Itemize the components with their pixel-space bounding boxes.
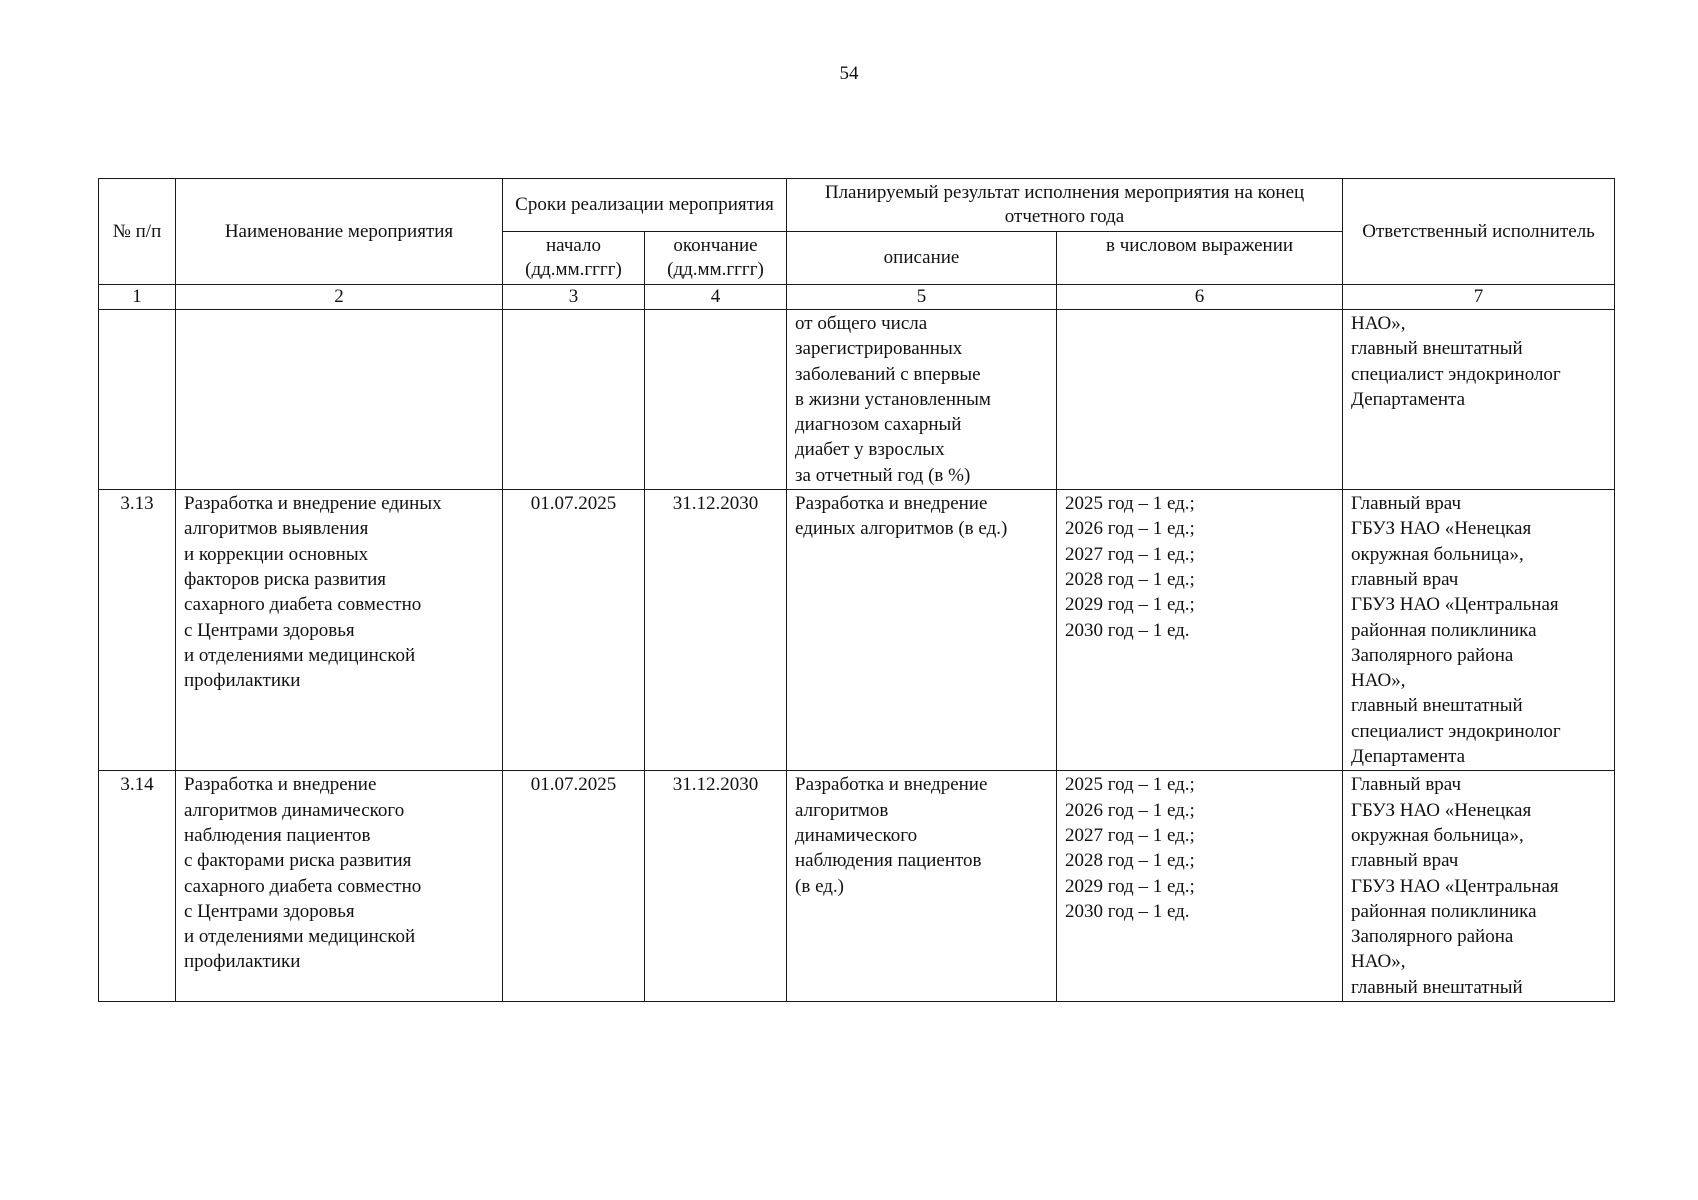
cell-num	[99, 310, 176, 490]
cell-responsible-line: специалист эндокринолог	[1351, 720, 1561, 742]
table-body	[99, 285, 1615, 1002]
cell-responsible-line: Главный врач	[1351, 774, 1462, 796]
cell-numeric-line: 2029 год – 1 ед.;	[1065, 875, 1195, 897]
cell-responsible-line: окружная больница»,	[1351, 543, 1524, 565]
header-start: начало (дд.мм.гггг)	[503, 232, 645, 285]
cell-end-date	[645, 310, 787, 490]
cell-numeric-line: 2027 год – 1 ед.;	[1065, 824, 1195, 846]
cell-name-line: с Центрами здоровья	[184, 900, 355, 922]
activities-table	[98, 178, 1615, 1002]
cell-responsible-line: Заполярного района	[1351, 926, 1514, 948]
column-number: 1	[99, 285, 176, 310]
cell-responsible-line: ГБУЗ НАО «Ненецкая	[1351, 518, 1532, 540]
cell-name-line: и коррекции основных	[184, 543, 369, 565]
cell-numeric-line: 2026 год – 1 ед.;	[1065, 799, 1195, 821]
cell-numeric	[1057, 490, 1343, 771]
cell-responsible-line: главный врач	[1351, 568, 1459, 590]
page-number: 54	[839, 63, 859, 84]
cell-name-line: и отделениями медицинской	[184, 926, 416, 948]
header-description: описание	[787, 232, 1057, 285]
cell-name	[176, 310, 503, 490]
cell-name	[176, 771, 503, 1002]
cell-description-line: заболеваний с впервые	[795, 363, 981, 385]
cell-numeric	[1057, 310, 1343, 490]
cell-description-line: диагнозом сахарный	[795, 414, 962, 436]
cell-description-line: за отчетный год (в %)	[795, 464, 971, 486]
column-number: 6	[1057, 285, 1343, 310]
cell-start-date	[503, 310, 645, 490]
cell-responsible	[1343, 771, 1615, 1002]
header-terms: Сроки реализации мероприятия	[503, 179, 787, 232]
cell-name-line: профилактики	[184, 670, 301, 692]
cell-end-date: 31.12.2030	[645, 771, 787, 1002]
column-number: 4	[645, 285, 787, 310]
cell-numeric-line: 2027 год – 1 ед.;	[1065, 543, 1195, 565]
cell-numeric-line: 2030 год – 1 ед.	[1065, 900, 1190, 922]
cell-end-date: 31.12.2030	[645, 490, 787, 771]
cell-numeric-line: 2025 год – 1 ед.;	[1065, 774, 1195, 796]
cell-numeric-line: 2026 год – 1 ед.;	[1065, 518, 1195, 540]
cell-name-line: факторов риска развития	[184, 568, 387, 590]
cell-responsible-line: ГБУЗ НАО «Ненецкая	[1351, 799, 1532, 821]
cell-start-date: 01.07.2025	[503, 490, 645, 771]
header-numeric: в числовом выражении	[1057, 232, 1343, 285]
cell-description	[787, 310, 1057, 490]
cell-description-line: от общего числа	[795, 313, 928, 334]
cell-responsible-line: ГБУЗ НАО «Центральная	[1351, 594, 1559, 616]
table-row	[99, 310, 1615, 490]
cell-description-line: Разработка и внедрение	[795, 774, 988, 796]
cell-responsible-line: главный внештатный	[1351, 976, 1523, 998]
table-row	[99, 490, 1615, 771]
column-numbers-row	[99, 285, 1615, 310]
cell-num: 3.14	[99, 771, 176, 1002]
cell-num: 3.13	[99, 490, 176, 771]
cell-responsible-line: главный врач	[1351, 850, 1459, 872]
cell-responsible-line: Департамента	[1351, 746, 1466, 768]
cell-responsible-line: НАО»,	[1351, 670, 1406, 692]
cell-description-line: зарегистрированных	[795, 338, 963, 360]
cell-description	[787, 771, 1057, 1002]
cell-responsible-line: главный внештатный	[1351, 695, 1523, 717]
cell-name-line: Разработка и внедрение	[184, 774, 377, 796]
cell-responsible-line: главный внештатный	[1351, 338, 1523, 360]
cell-description-line: диабет у взрослых	[795, 439, 945, 461]
cell-numeric-line: 2025 год – 1 ед.;	[1065, 493, 1195, 515]
cell-numeric-line: 2029 год – 1 ед.;	[1065, 594, 1195, 616]
header-end: окончание (дд.мм.гггг)	[645, 232, 787, 285]
cell-description-line: алгоритмов	[795, 799, 889, 821]
cell-responsible-line: специалист эндокринолог	[1351, 363, 1561, 385]
cell-name-line: наблюдения пациентов	[184, 824, 371, 846]
cell-responsible-line: ГБУЗ НАО «Центральная	[1351, 875, 1559, 897]
cell-name-line: алгоритмов динамического	[184, 799, 405, 821]
cell-description-line: единых алгоритмов (в ед.)	[795, 518, 1008, 540]
cell-responsible	[1343, 490, 1615, 771]
header-name: Наименование мероприятия	[176, 179, 503, 285]
cell-numeric	[1057, 771, 1343, 1002]
cell-responsible-line: окружная больница»,	[1351, 824, 1524, 846]
column-number: 2	[176, 285, 503, 310]
column-number: 7	[1343, 285, 1615, 310]
cell-name-line: Разработка и внедрение единых	[184, 493, 442, 515]
cell-name-line: с Центрами здоровья	[184, 619, 355, 641]
header-responsible: Ответственный исполнитель	[1343, 179, 1615, 285]
column-number: 5	[787, 285, 1057, 310]
cell-start-date: 01.07.2025	[503, 771, 645, 1002]
cell-description	[787, 490, 1057, 771]
table-header	[99, 179, 1615, 285]
header-num: № п/п	[99, 179, 176, 285]
cell-numeric-line: 2030 год – 1 ед.	[1065, 619, 1190, 641]
cell-name-line: сахарного диабета совместно	[184, 594, 422, 616]
cell-description-line: Разработка и внедрение	[795, 493, 988, 515]
cell-responsible-line: Департамента	[1351, 388, 1466, 410]
cell-name-line: алгоритмов выявления	[184, 518, 369, 540]
cell-name-line: с факторами риска развития	[184, 850, 412, 872]
cell-responsible-line: НАО»,	[1351, 951, 1406, 973]
cell-responsible-line: районная поликлиника	[1351, 900, 1537, 922]
cell-responsible-line: районная поликлиника	[1351, 619, 1537, 641]
cell-responsible-line: Заполярного района	[1351, 644, 1514, 666]
cell-description-line: (в ед.)	[795, 875, 844, 897]
cell-name-line: и отделениями медицинской	[184, 644, 416, 666]
cell-name	[176, 490, 503, 771]
cell-responsible	[1343, 310, 1615, 490]
header-result: Планируемый результат исполнения мероприятия на конец отчетного года	[787, 179, 1343, 232]
cell-description-line: динамического	[795, 824, 918, 846]
cell-responsible-line: НАО»,	[1351, 313, 1406, 334]
cell-responsible-line: Главный врач	[1351, 493, 1462, 515]
cell-description-line: наблюдения пациентов	[795, 850, 982, 872]
cell-description-line: в жизни установленным	[795, 388, 991, 410]
cell-name-line: сахарного диабета совместно	[184, 875, 422, 897]
table-row	[99, 771, 1615, 1002]
cell-numeric-line: 2028 год – 1 ед.;	[1065, 568, 1195, 590]
cell-numeric-line: 2028 год – 1 ед.;	[1065, 850, 1195, 872]
cell-name-line: профилактики	[184, 951, 301, 973]
column-number: 3	[503, 285, 645, 310]
